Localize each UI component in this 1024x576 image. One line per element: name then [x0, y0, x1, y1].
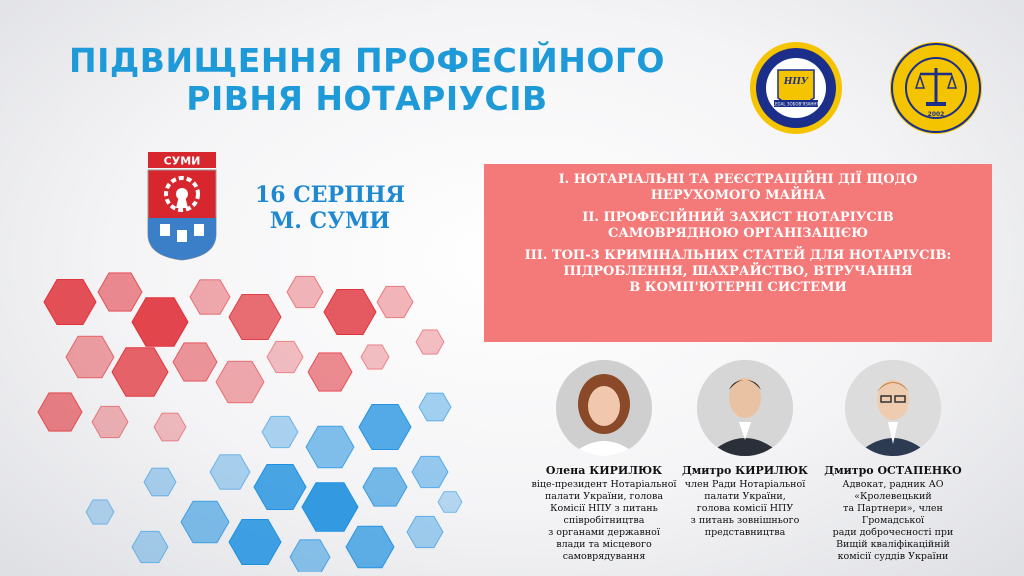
speaker-role-line: ради доброчесності при: [832, 527, 954, 538]
hexagon-shape: [302, 483, 358, 531]
hexagon-shape: [377, 286, 413, 317]
hexagon-shape: [132, 531, 168, 562]
agenda-item-line: САМОВРЯДНОЮ ОРГАНІЗАЦІЄЮ: [607, 226, 868, 241]
speaker-role-line: комісії суддів України: [837, 551, 949, 562]
speaker-photo: [556, 360, 652, 456]
agenda-item: [498, 210, 978, 242]
agenda-item: [498, 172, 978, 204]
hexagon-shape: [98, 273, 142, 311]
notary-chamber-logo: [748, 40, 844, 136]
agenda-item-line: ПІДРОБЛЕННЯ, ШАХРАЙСТВО, ВТРУЧАННЯ: [563, 264, 913, 279]
hexagon-shape: [254, 465, 306, 510]
hexagon-shape: [112, 348, 168, 396]
agenda-panel: [484, 164, 992, 342]
hexagon-shape: [412, 456, 448, 487]
hexagon-shape: [361, 345, 389, 369]
speaker-name: Дмитро КИРИЛЮК: [681, 464, 809, 477]
speaker-role-line: палати України, голова: [544, 491, 664, 502]
speaker-role-line: голова комісії НПУ: [696, 503, 794, 514]
speaker-role: [818, 479, 968, 563]
hexagon-shape: [190, 280, 230, 315]
speaker-role-line: з питань зовнішнього: [690, 515, 800, 526]
hexagon-shape: [44, 280, 96, 325]
hexagon-shape: [92, 406, 128, 437]
speaker-name: Олена КИРИЛЮК: [545, 464, 663, 477]
hexagon-shape: [229, 295, 281, 340]
hexagon-shape: [210, 455, 250, 490]
hexagon-shape: [306, 426, 354, 468]
hexagon-shape: [132, 298, 188, 346]
hexagon-shape: [144, 468, 176, 496]
hexagon-shape: [173, 343, 217, 381]
hexagon-shape: [229, 520, 281, 565]
hexagon-shape: [363, 468, 407, 506]
event-city: М. СУМИ: [269, 208, 391, 234]
speaker-role-line: Комісії НПУ з питань: [550, 503, 658, 514]
agenda-item: [498, 248, 978, 296]
speaker-role-line: співробітництва: [563, 515, 645, 526]
hexagon-shape: [324, 290, 376, 335]
bar-association-logo: [888, 40, 984, 136]
hexagon-shape: [407, 516, 443, 547]
speaker-card: [680, 360, 810, 539]
speaker-photo: [697, 360, 793, 456]
hexagon-shape: [181, 501, 229, 543]
hexagon-shape: [287, 276, 323, 307]
event-date-block: [240, 182, 420, 234]
agenda-item-line: ІІІ. ТОП-3 КРИМІНАЛЬНИХ СТАТЕЙ ДЛЯ НОТАРІУСІВ:: [524, 248, 952, 263]
hexagon-shape: [154, 413, 186, 441]
hexagon-shape: [66, 336, 114, 378]
crest-label: СУМИ: [163, 154, 201, 168]
sumy-coat-of-arms: [144, 152, 220, 262]
speaker-role-line: представництва: [704, 527, 786, 538]
speaker-role-line: та Партнери», член Громадської: [843, 503, 943, 526]
speaker-role: [680, 479, 810, 539]
speaker-photo: [845, 360, 941, 456]
speaker-name: Дмитро ОСТАПЕНКО: [824, 464, 962, 477]
hexagon-shape: [308, 353, 352, 391]
title-line-1: ПІДВИЩЕННЯ ПРОФЕСІЙНОГО: [69, 41, 665, 80]
page-title: [22, 42, 712, 118]
hexagon-shape: [416, 330, 444, 354]
agenda-item-line: ІІ. ПРОФЕСІЙНИЙ ЗАХИСТ НОТАРІУСІВ: [582, 210, 894, 225]
speaker-role-line: Вищій кваліфікаційній: [836, 539, 950, 550]
speaker-role-line: віце-президент Нотаріальної: [531, 479, 677, 490]
hexagon-shape: [346, 526, 394, 568]
speaker-role-line: палати України,: [704, 491, 786, 502]
title-line-2: РІВНЯ НОТАРІУСІВ: [186, 79, 548, 118]
speaker-role-line: член Ради Нотаріальної: [684, 479, 806, 490]
hexagon-shape: [262, 416, 298, 447]
speaker-role: [526, 479, 682, 563]
hexagon-shape: [38, 393, 82, 431]
speaker-card: [526, 360, 682, 563]
hexagon-shape: [267, 341, 303, 372]
hexagon-shape: [290, 540, 330, 572]
hexagon-shape: [216, 361, 264, 403]
npu-ribbon-text: LEGAL ЗОБОВ'ЯЗАННЯ: [772, 101, 820, 107]
hexagon-shape: [419, 393, 451, 421]
npu-logo-text: НПУ: [783, 77, 809, 87]
agenda-item-line: І. НОТАРІАЛЬНІ ТА РЕЄСТРАЦІЙНІ ДІЇ ЩОДО: [558, 172, 918, 187]
speaker-role-line: влади та місцевого: [556, 539, 652, 550]
hexagon-shape: [359, 405, 411, 450]
speaker-card: [818, 360, 968, 563]
agenda-item-line: НЕРУХОМОГО МАЙНА: [650, 188, 826, 203]
agenda-item-line: В КОМП'ЮТЕРНІ СИСТЕМИ: [629, 280, 847, 295]
speaker-role-line: Адвокат, радник АО «Кролевецький: [842, 479, 944, 502]
event-date: 16 СЕРПНЯ: [254, 182, 406, 208]
speaker-role-line: з органами державної: [548, 527, 660, 538]
apu-year: 2002: [927, 111, 945, 118]
speaker-role-line: самоврядування: [562, 551, 646, 562]
hexagon-decoration: [30, 262, 470, 572]
hexagon-shape: [86, 500, 114, 524]
hexagon-shape: [438, 492, 462, 513]
